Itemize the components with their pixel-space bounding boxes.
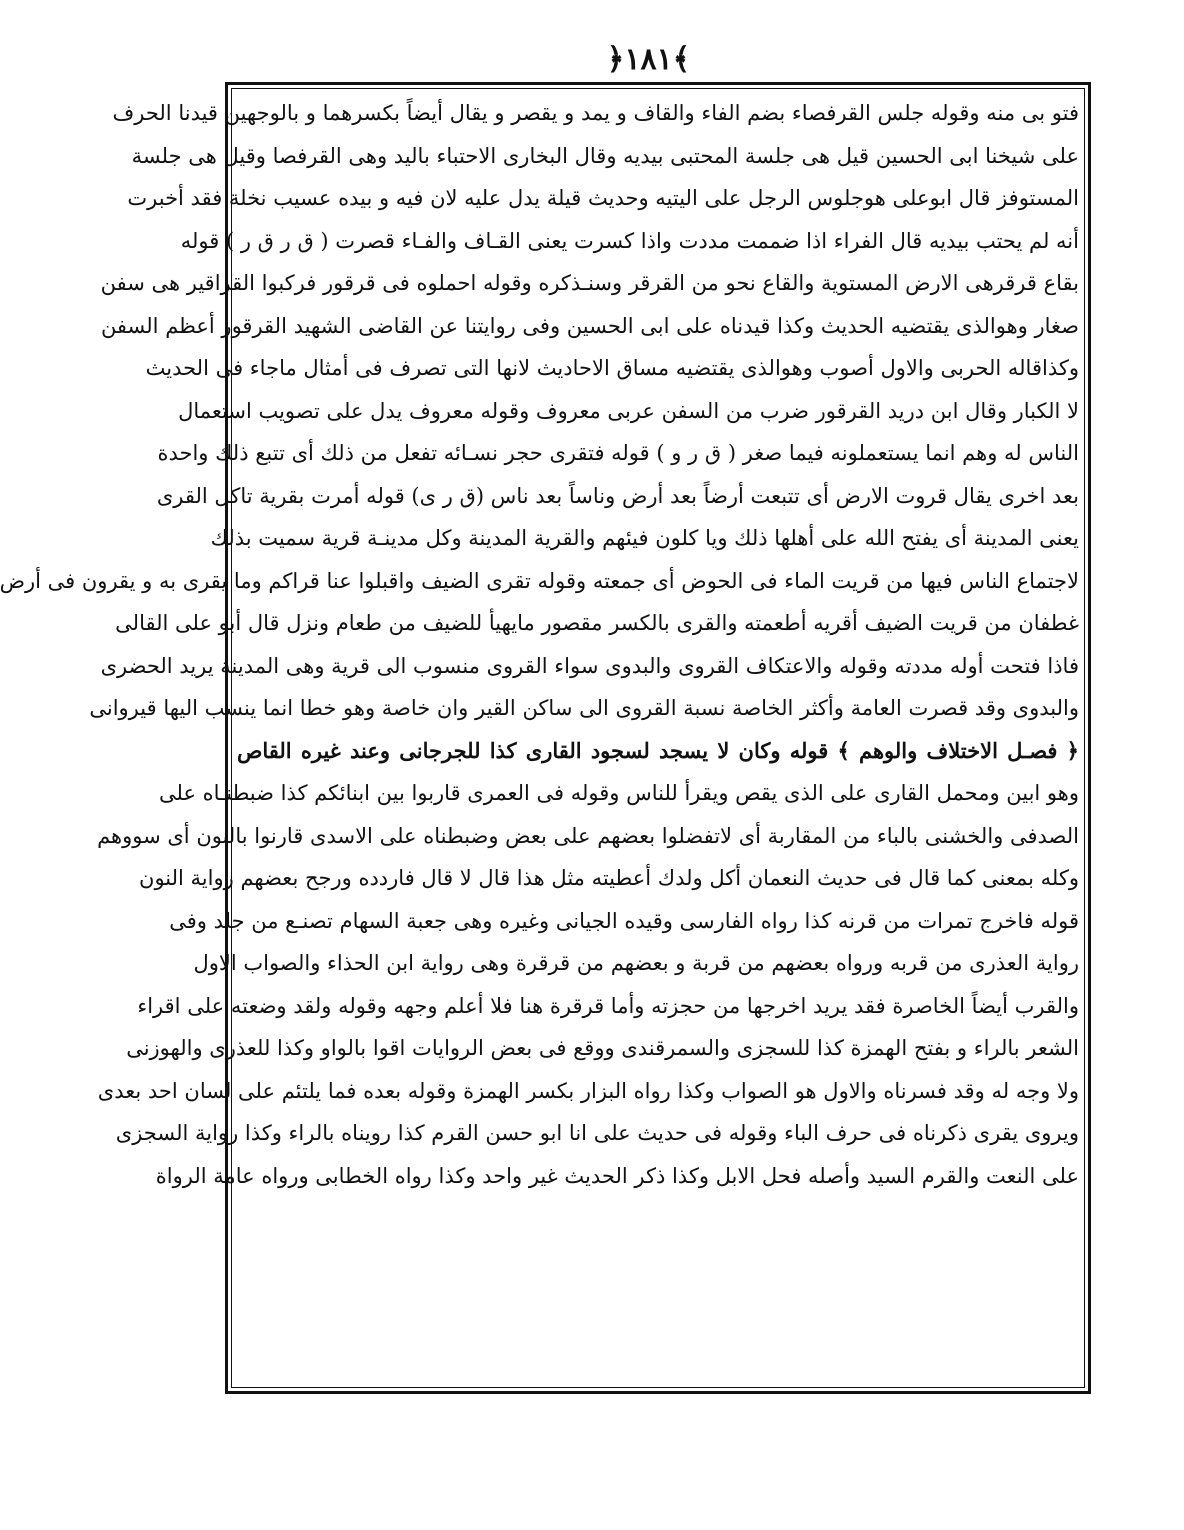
text-line: وكذاقاله الحربى والاول أصوب وهوالذى يقتضيه مساق الاحاديث لانها التى تصرف فى أمثال ماجاء فى الحديث bbox=[145, 356, 1079, 380]
text-line: المستوفز قال ابوعلى هوجلوس الرجل على اليتيه وحديث قيلة يدل عليه لان فيه و بيده عسيب نخلة فقد أخبرت bbox=[127, 186, 1079, 210]
text-line: بعد اخرى يقال قروت الارض أى تتبعت أرضاً بعد أرض وناساً بعد ناس (ق ر ى) قوله أمرت بقرية تاكل القرى bbox=[156, 483, 1079, 508]
text-line: على النعت والقرم السيد وأصله فحل الابل وكذا ذكر الحديث غير واحد وكذا رواه الخطابى ورواه عامة الرواة bbox=[155, 1163, 1079, 1188]
text-line: وهو ابين ومحمل القارى على الذى يقص ويقرأ للناس وقوله فى العمرى قاربوا بين ابنائكم كذا ضبطنـاه على bbox=[159, 781, 1079, 805]
text-line: على شيخنا ابى الحسين قيل هى جلسة المحتبى بيديه وقال البخارى الاحتباء باليد وهى القرفصا وقيل هى جلسة bbox=[131, 143, 1079, 168]
section-heading-line: ﴿ فصـل الاختلاف والوهم ﴾ قوله وكان لا يسجد لسجود القارى كذا للجرجانى وعند غيره القاص bbox=[237, 737, 1079, 763]
text-line: الصدفى والخشنى بالباء من المقاربة أى لاتفضلوا بعضهم على بعض وضبطناه على الاسدى قارنوا بالنون أى سووهم bbox=[97, 823, 1079, 848]
text-line: غطفان من قريت الضيف أقريه أطعمته والقرى بالكسر مقصور مايهيأ للضيف من طعام ونزل قال أبو على القالى bbox=[115, 611, 1079, 635]
text-line: والبدوى وقد قصرت العامة وأكثر الخاصة نسبة القروى الى ساكن القير وان خاصة وهو خطا انما ينسب اليها قيروانى bbox=[89, 696, 1079, 720]
page-number: ﴿١٨١﴾ bbox=[606, 42, 691, 77]
text-line: الناس له وهم انما يستعملونه فيما صغر ( ق ر و ) قوله فتقرى حجر نسـائه تفعل من ذلك أى تتبع ذلك واحدة bbox=[157, 441, 1079, 465]
text-line: قوله فاخرج تمرات من قرنه كذا رواه الفارسى وقيده الجيانى وغيره وهى جعبة السهام تصنـع من جلد وفى bbox=[169, 908, 1079, 933]
text-line: بقاع قرقرهى الارض المستوية والقاع نحو من القرقر وسنـذكره وقوله احملوه فى قرقور فركبوا القراقير هى سفن bbox=[100, 271, 1079, 295]
text-line: ويروى يقرى ذكرناه فى حرف الباء وقوله فى حديث على انا ابو حسن القرم كذا رويناه بالراء وكذا رواية السجزى bbox=[115, 1121, 1079, 1145]
text-body bbox=[0, 92, 1079, 1384]
text-line: لا الكبار وقال ابن دريد القرقور ضرب من السفن عربى معروف وقوله معروف يدل على تصويب استعمال bbox=[178, 398, 1079, 423]
text-line: صغار وهوالذى يقتضيه الحديث وكذا قيدناه على ابى الحسين وفى روايتنا عن القاضى الشهيد القرقور أعظم السفن bbox=[100, 313, 1079, 338]
text-line: والقرب أيضاً الخاصرة فقد يريد اخرجها من حجزته وأما قرقرة هنا فلا أعلم وجهه وقوله ولقد وضعته على اقراء bbox=[137, 993, 1079, 1018]
text-line: فتو بى منه وقوله جلس القرفصاء بضم الفاء والقاف و يمد و يقصر و يقال أيضاً بكسرهما و بالوجهين قيدنا الحرف bbox=[112, 101, 1079, 125]
text-line: رواية العذرى من قربه ورواه بعضهم من قربة و بعضهم من قرقرة وهى رواية ابن الحذاء والصواب الاول bbox=[193, 951, 1079, 975]
text-line: ولا وجه له وقد فسرناه والاول هو الصواب وكذا رواه البزار بكسر الهمزة وقوله بعده فما يلتئم على لسان احد بعدى bbox=[97, 1078, 1079, 1103]
text-line: فاذا فتحت أوله مددته وقوله والاعتكاف القروى والبدوى سواء القروى منسوب الى قرية وهى المدينة يريد الحضرى bbox=[100, 653, 1079, 678]
text-line: وكله بمعنى كما قال فى حديث النعمان أكل ولدك أعطيته مثل هذا قال لا قال فاردده ورجح بعضهم رواية النون bbox=[139, 866, 1079, 890]
text-line: الشعر بالراء و بفتح الهمزة كذا للسجزى والسمرقندى ووقع فى بعض الروايات اقوا بالواو وكذا للعذرى والهوزنى bbox=[126, 1036, 1079, 1060]
text-line: لاجتماع الناس فيها من قريت الماء فى الحوض أى جمعته وقوله تقرى الضيف واقبلوا عنا قراكم وما يقرى به و يقرون فى أرض bbox=[0, 568, 1079, 593]
text-line: يعنى المدينة أى يفتح الله على أهلها ذلك ويا كلون فيئهم والقرية المدينة وكل مدينـة قرية سميت بذلك bbox=[210, 526, 1079, 550]
text-line: أنه لم يحتب بيديه قال الفراء اذا ضممت مددت واذا كسرت يعنى القـاف والفـاء قصرت ( ق ر ق ر ) قوله bbox=[180, 228, 1079, 253]
